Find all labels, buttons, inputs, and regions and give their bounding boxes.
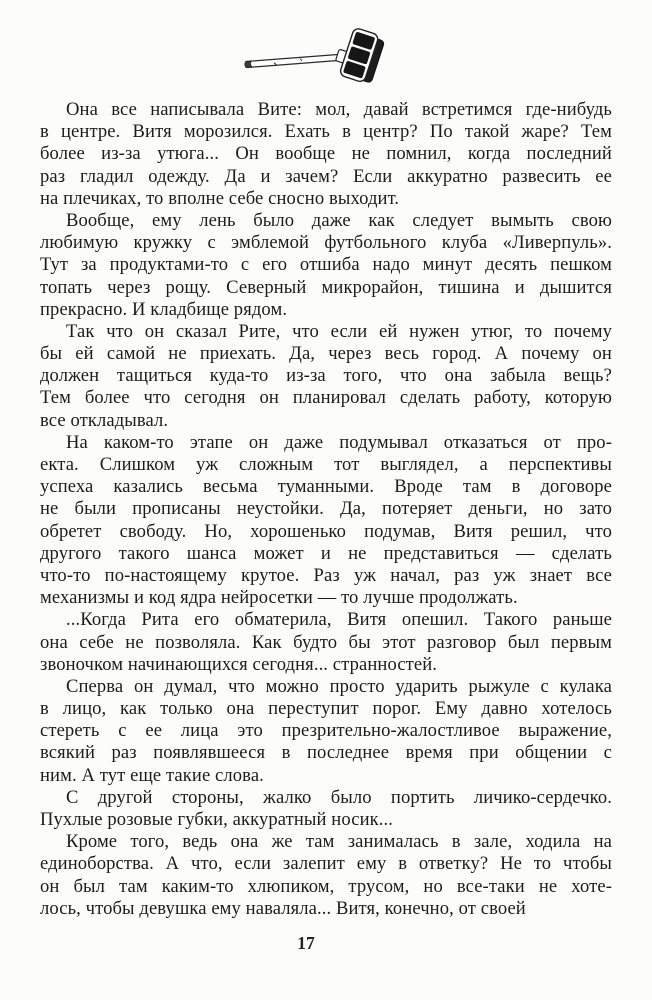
text-line: не были прописаны неустойки. Да, потеряет деньги, но зато — [40, 498, 612, 520]
text-line: обретет свободу. Но, хорошенько подумав, Витя решил, что — [40, 520, 612, 542]
paragraph — [40, 676, 612, 787]
text-line: успеха казались весьма туманными. Вроде там в договоре — [40, 476, 612, 498]
text-line: Она все написывала Вите: мол, давай встретимся где-нибудь — [66, 99, 612, 120]
text-line: стереть с ее лица это презрительно-жалостливое выражение, — [40, 720, 612, 742]
text-line: Сперва он думал, что можно просто ударить рыжуле с кулака — [66, 675, 612, 697]
text-line: единоборства. А что, если залепит ему в ответку? Не то чтобы — [40, 853, 612, 875]
text-block — [40, 99, 612, 920]
text-line: на плечиках, то вполне себе сносно выходит. — [40, 187, 400, 209]
text-line: более из-за утюга... Он вообще не помнил, когда последний — [40, 143, 612, 165]
text-line: все откладывал. — [40, 409, 169, 431]
text-line: любимую кружку с эмблемой футбольного клуба «Ливерпуль». — [40, 232, 612, 254]
paragraph — [40, 831, 612, 920]
paragraph — [40, 210, 612, 321]
text-line: раз гладил одежду. Да и зачем? Если аккуратно развесить ее — [40, 165, 612, 187]
text-line: Тем более что сегодня он планировал сделать работу, которую — [40, 387, 612, 409]
paragraph — [40, 321, 612, 432]
text-line: прекрасно. И кладбище рядом. — [40, 298, 288, 320]
text-line: он был там каким-то хлюпиком, трусом, но все-таки не хоте- — [40, 875, 612, 897]
paragraph — [40, 432, 612, 610]
text-line: Пухлые розовые губки, аккуратный носик... — [40, 809, 393, 830]
text-line: всякий раз появлявшееся в последнее время при общении с — [40, 742, 612, 764]
text-line: бы ей самой не приехать. Да, через весь город. А почему он — [40, 343, 612, 365]
text-line: Кроме того, ведь она же там занималась в зале, ходила на — [66, 831, 612, 853]
text-line: в центре. Витя морозился. Ехать в центр? По такой жаре? Тем — [40, 121, 612, 143]
page-number: 17 — [297, 933, 315, 953]
text-line: Вообще, ему лень было даже как следует вымыть свою — [66, 209, 612, 231]
text-line: другого такого шанса может и не представиться — сделать — [40, 542, 612, 564]
text-line: Так что он сказал Рите, что если ей нужен утюг, то почему — [66, 320, 612, 342]
text-line: екта. Слишком уж сложным тот выглядел, а перспективы — [40, 454, 612, 475]
text-line: механизмы и код ядра нейросетки — то лучше продолжать. — [40, 587, 518, 609]
text-line: ним. А тут еще такие слова. — [40, 764, 264, 786]
text-line: лось, чтобы девушка ему наваляла... Витя, конечно, от своей — [40, 897, 526, 919]
paragraph — [40, 609, 612, 676]
paragraph — [40, 99, 612, 210]
sledgehammer-icon — [238, 28, 388, 84]
sledgehammer-illustration — [238, 28, 388, 84]
text-line: должен тащиться куда-то из-за того, что она забыла вещь? — [40, 365, 612, 387]
text-line: что-то по-настоящему крутое. Раз уж начал, раз уж знает все — [40, 564, 612, 586]
text-line: ...Когда Рита его обматерила, Витя опешил. Такого раньше — [66, 609, 612, 631]
text-line: звоночком начинающихся сегодня... странностей. — [40, 653, 438, 675]
paragraph — [40, 787, 612, 831]
text-line: Тут за продуктами-то с его отшиба надо минут десять пешком — [40, 254, 612, 276]
text-line: На каком-то этапе он даже подумывал отказаться от про- — [66, 431, 612, 453]
text-line: в лицо, как только она переступит порог. Ему давно хотелось — [40, 698, 612, 720]
text-line: С другой стороны, жалко было портить личико-сердечко. — [66, 786, 612, 808]
text-line: топать через рощу. Северный микрорайон, тишина и дышится — [40, 276, 612, 298]
text-line: она себе не позволяла. Как будто бы этот разговор был первым — [40, 631, 612, 653]
